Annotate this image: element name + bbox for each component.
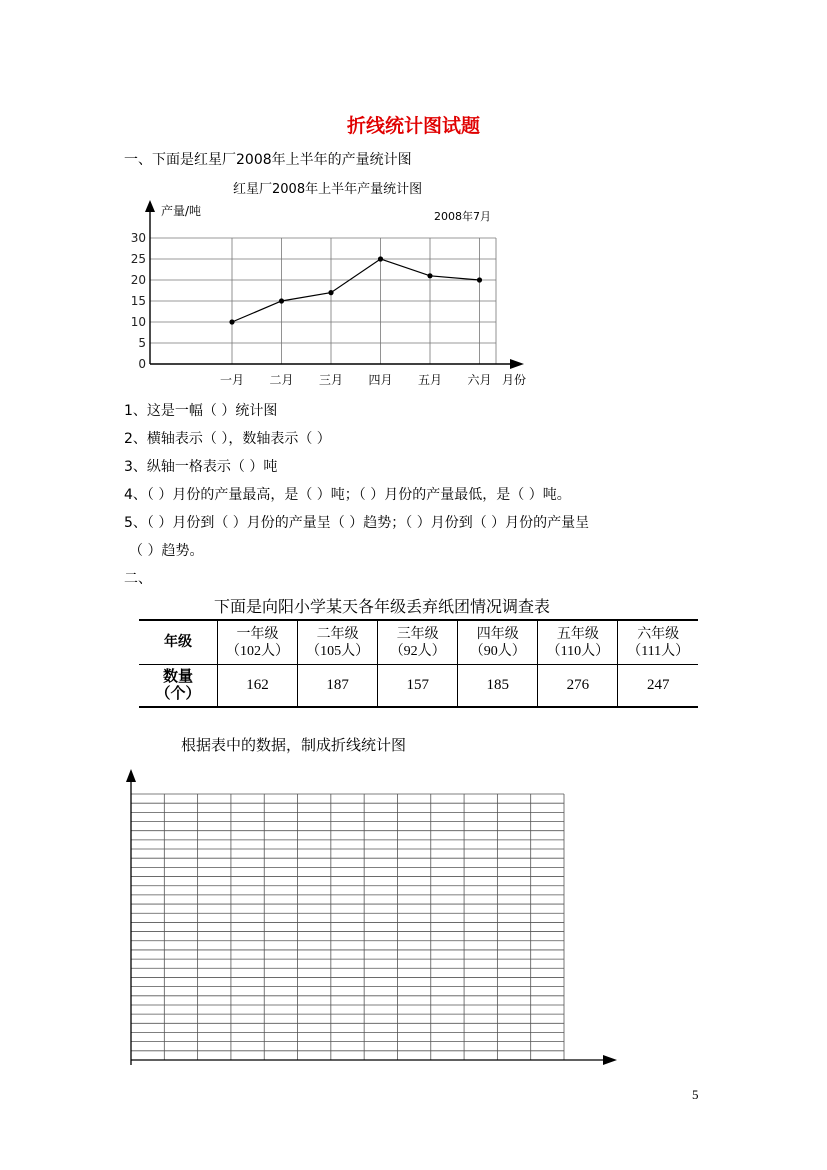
question-5-continued: （ ）趋势。 (129, 543, 204, 559)
question-2: 2、横轴表示（ ），数轴表示（ ） (124, 431, 331, 447)
count-cell: 157 (378, 665, 458, 708)
survey-table (139, 619, 698, 708)
row-header-grade: 年级 (139, 620, 218, 665)
x-tick-label: 二月 (269, 373, 294, 387)
chart-grid (150, 238, 496, 364)
page-number: 5 (692, 1087, 699, 1102)
section1-heading: 一、下面是红星厂2008年上半年的产量统计图 (124, 152, 412, 168)
chart-axes (145, 200, 524, 369)
y-tick-label: 0 (138, 357, 146, 371)
table-row (139, 620, 698, 665)
y-tick-label: 25 (130, 252, 146, 266)
grade-cell: 四年级 （90人） (458, 620, 538, 665)
blank-grid-paper (120, 765, 620, 1070)
y-tick-label: 20 (130, 273, 146, 287)
chart-series (229, 256, 482, 324)
grade-cell: 二年级 （105人） (298, 620, 378, 665)
x-tick-label: 五月 (417, 373, 443, 387)
data-point (378, 256, 383, 261)
x-tick-label: 六月 (467, 373, 492, 387)
data-point (229, 319, 234, 324)
y-tick-label: 5 (138, 336, 146, 350)
chart-title: 红星厂2008年上半年产量统计图 (233, 182, 423, 197)
y-axis-arrow-icon (126, 769, 136, 782)
question-3: 3、纵轴一格表示（ ）吨 (124, 459, 278, 475)
row-header-count: 数量 （个） (139, 665, 218, 708)
data-point (279, 298, 284, 303)
y-axis-label: 产量/吨 (161, 204, 202, 218)
survey-table-title: 下面是向阳小学某天各年级丢弃纸团情况调查表 (214, 597, 551, 616)
chart-annotation: 2008年7月 (434, 210, 491, 223)
y-tick-label: 10 (130, 315, 146, 329)
series-line (232, 259, 480, 322)
x-tick-label: 三月 (318, 373, 344, 387)
section2-heading: 二、 (124, 571, 152, 587)
page-title: 折线统计图试题 (346, 115, 480, 137)
question-1: 1、这是一幅（ ）统计图 (124, 403, 278, 419)
grade-cell: 一年级 （102人） (218, 620, 298, 665)
chart-instruction: 根据表中的数据，制成折线统计图 (181, 736, 407, 754)
question-5: 5、（ ）月份到（ ）月份的产量呈（ ）趋势；（ ）月份到（ ）月份的产量呈 (124, 515, 590, 531)
x-axis-arrow-icon (603, 1055, 617, 1065)
y-tick-label: 30 (130, 231, 146, 245)
count-cell: 162 (218, 665, 298, 708)
grade-cell: 五年级 （110人） (538, 620, 618, 665)
question-4: 4、（ ）月份的产量最高，是（ ）吨；（ ）月份的产量最低，是（ ）吨。 (124, 487, 571, 503)
count-cell: 247 (618, 665, 698, 708)
grade-cell: 六年级 （111人） (618, 620, 698, 665)
blank-grid-lines (131, 794, 564, 1060)
data-point (477, 277, 482, 282)
y-tick-label: 15 (130, 294, 146, 308)
grade-cell: 三年级 （92人） (378, 620, 458, 665)
count-cell: 185 (458, 665, 538, 708)
y-axis-arrow-icon (145, 200, 155, 212)
data-point (427, 273, 432, 278)
x-tick-label: 一月 (219, 373, 245, 387)
x-axis-arrow-icon (510, 359, 524, 369)
count-cell: 276 (538, 665, 618, 708)
table-row (139, 665, 698, 708)
x-tick-label: 四月 (368, 373, 393, 387)
x-axis-label: 月份 (502, 373, 527, 387)
line-chart (118, 196, 538, 396)
count-cell: 187 (298, 665, 378, 708)
data-point (328, 290, 333, 295)
